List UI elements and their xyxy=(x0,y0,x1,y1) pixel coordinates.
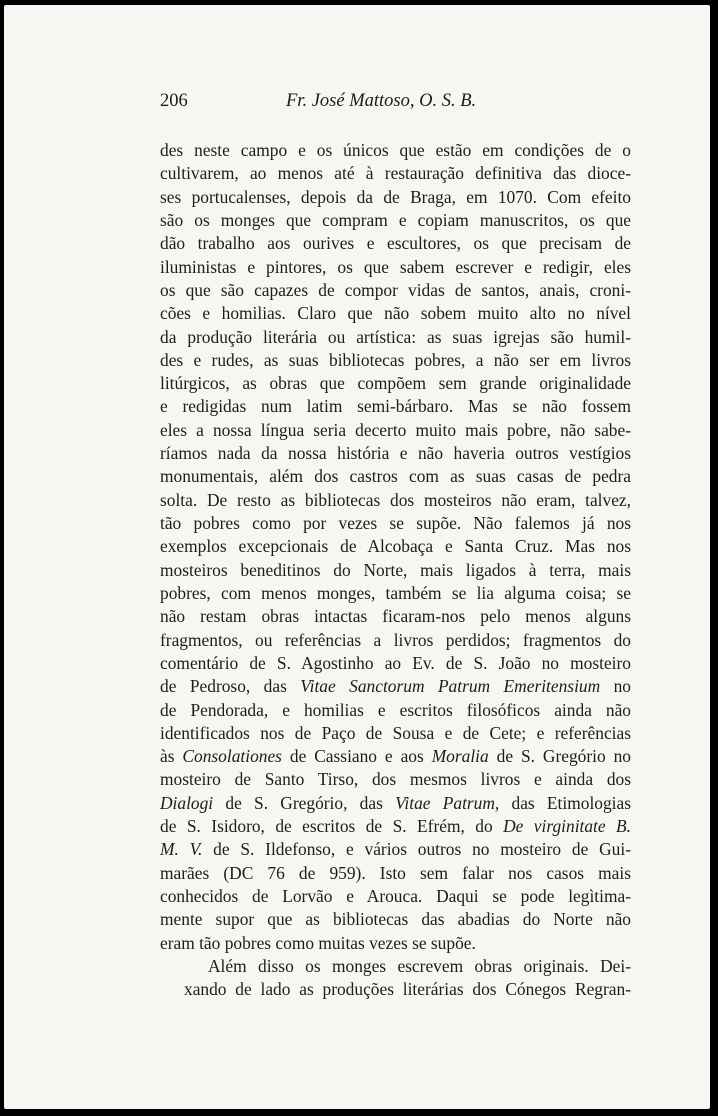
text-line xyxy=(160,582,631,605)
text-segment: de S. Gregório, das xyxy=(213,792,396,813)
text-segment: exemplos excepcionais de Alcobaça e Santa Cruz. Mas nos xyxy=(160,536,631,557)
text-line xyxy=(160,162,631,185)
text-segment: des e rudes, as suas bibliotecas pobres, a não ser em livros xyxy=(160,349,631,370)
body-text xyxy=(160,139,631,1002)
text-segment: comentário de S. Agostinho ao Ev. de S. João no mosteiro xyxy=(160,652,631,673)
text-line xyxy=(160,838,631,861)
text-line xyxy=(160,209,631,232)
text-segment: conhecidos de Lorvão e Arouca. Daqui se pode legìtima- xyxy=(160,886,631,906)
text-segment: solta. De resto as bibliotecas dos mosteiros não eram, talvez, xyxy=(160,489,631,510)
text-segment: identificados nos de Paço de Sousa e de Cete; e referências xyxy=(160,722,631,743)
text-segment: des neste campo e os únicos que estão em condições de o xyxy=(160,140,631,160)
paragraph xyxy=(160,955,631,1002)
text-line xyxy=(160,326,631,349)
text-segment: de S. Ildefonso, e vários outros no mosteiro de Gui- xyxy=(202,839,631,860)
italic-text: M. V. xyxy=(160,839,203,860)
text-line xyxy=(160,535,631,558)
text-line xyxy=(160,978,631,1001)
text-line xyxy=(160,395,631,418)
text-segment: de S. Isidoro, de escritos de S. Efrém, do xyxy=(160,816,504,837)
text-segment: monumentais, além dos castros com as suas casas de pedra xyxy=(160,466,631,487)
text-segment: marães (DC 76 de 959). Isto sem falar nos casos mais xyxy=(160,862,631,883)
running-title: Fr. José Mattoso, O. S. B. xyxy=(286,91,477,111)
text-segment: de Pedroso, das xyxy=(160,676,301,697)
text-line xyxy=(160,186,631,209)
text-segment: os que são capazes de compor vidas de santos, anais, croni- xyxy=(160,279,631,300)
text-line xyxy=(160,885,631,908)
text-line xyxy=(160,908,631,931)
italic-text: Moralia xyxy=(431,746,489,767)
text-segment: da produção literária ou artística: as suas igrejas são humil- xyxy=(160,326,631,347)
text-line xyxy=(160,256,631,279)
text-segment: eram tão pobres como muitas vezes se supõe. xyxy=(160,932,476,953)
text-line xyxy=(160,768,631,791)
text-segment: litúrgicos, as obras que compõem sem grande originalidade xyxy=(160,373,631,394)
text-line xyxy=(160,139,631,162)
text-segment: não restam obras intactas ficaram-nos pelo menos alguns xyxy=(160,606,631,627)
text-line xyxy=(160,792,631,815)
text-line xyxy=(160,815,631,838)
text-segment: pobres, com menos monges, também se lia alguma coisa; se xyxy=(160,582,631,603)
italic-text: De virginitate B. xyxy=(503,816,632,837)
text-line xyxy=(160,675,631,698)
text-line xyxy=(160,722,631,745)
text-line xyxy=(160,232,631,255)
italic-text: Dialogi xyxy=(160,792,214,813)
text-segment: das Etimologias xyxy=(499,792,631,813)
text-line xyxy=(160,955,631,978)
text-segment: ses portucalenses, depois da de Braga, em 1070. Com efeito xyxy=(160,186,631,207)
text-line xyxy=(160,559,631,582)
text-line xyxy=(160,419,631,442)
text-line xyxy=(160,862,631,885)
text-segment: iluministas e pintores, os que sabem escrever e redigir, eles xyxy=(160,256,631,277)
text-line xyxy=(160,349,631,372)
text-segment: e redigidas num latim semi-bárbaro. Mas se não fossem xyxy=(160,396,631,417)
text-segment: tão pobres como por vezes se supõe. Não falemos já nos xyxy=(160,513,631,533)
text-segment: são os monges que compram e copiam manuscritos, os que xyxy=(160,209,631,230)
text-segment: de Cassiano e aos xyxy=(281,746,432,767)
italic-text: Vitae Sanctorum Patrum Emeritensium xyxy=(300,676,601,697)
italic-text: Consolationes xyxy=(182,746,282,767)
book-page xyxy=(4,5,710,1109)
text-segment: às xyxy=(160,746,183,767)
text-segment: mosteiro de Santo Tirso, dos mesmos livros e ainda dos xyxy=(160,769,631,790)
text-segment: no xyxy=(600,676,631,697)
text-line xyxy=(160,932,631,955)
text-line xyxy=(160,489,631,512)
text-segment: ríamos nada da nossa história e não haveria outros vestígios xyxy=(160,443,631,464)
text-segment: eles a nossa língua seria decerto muito mais pobre, não sabe- xyxy=(160,419,631,440)
paragraph xyxy=(160,139,631,955)
text-segment: mente supor que as bibliotecas das abadias do Norte não xyxy=(160,909,631,930)
text-line xyxy=(160,605,631,628)
text-segment: de Pendorada, e homilias e escritos filosóficos ainda não xyxy=(160,699,631,720)
text-line xyxy=(160,699,631,722)
running-head xyxy=(160,91,630,119)
text-line xyxy=(160,465,631,488)
text-segment: mosteiros beneditinos do Norte, mais ligados à terra, mais xyxy=(160,559,631,580)
text-line xyxy=(160,629,631,652)
page-number: 206 xyxy=(160,91,188,111)
text-segment: cões e homilias. Claro que não sobem muito alto no nível xyxy=(160,303,631,324)
text-line xyxy=(160,745,631,768)
text-segment: de S. Gregório no xyxy=(488,746,631,767)
text-segment: Além disso os monges escrevem obras originais. Dei- xyxy=(208,955,631,976)
text-line xyxy=(160,512,631,535)
text-segment: dão trabalho aos ourives e escultores, os que precisam de xyxy=(160,233,631,254)
text-line xyxy=(160,442,631,465)
text-line xyxy=(160,652,631,675)
text-segment: cultivarem, ao menos até à restauração definitiva das dioce- xyxy=(160,163,631,184)
text-line xyxy=(160,372,631,395)
text-line xyxy=(160,279,631,302)
text-line xyxy=(160,302,631,325)
text-segment: fragmentos, ou referências a livros perdidos; fragmentos do xyxy=(160,629,631,650)
text-segment: xando de lado as produções literárias dos Cónegos Regran- xyxy=(184,979,631,1000)
italic-text: Vitae Patrum, xyxy=(395,792,500,813)
